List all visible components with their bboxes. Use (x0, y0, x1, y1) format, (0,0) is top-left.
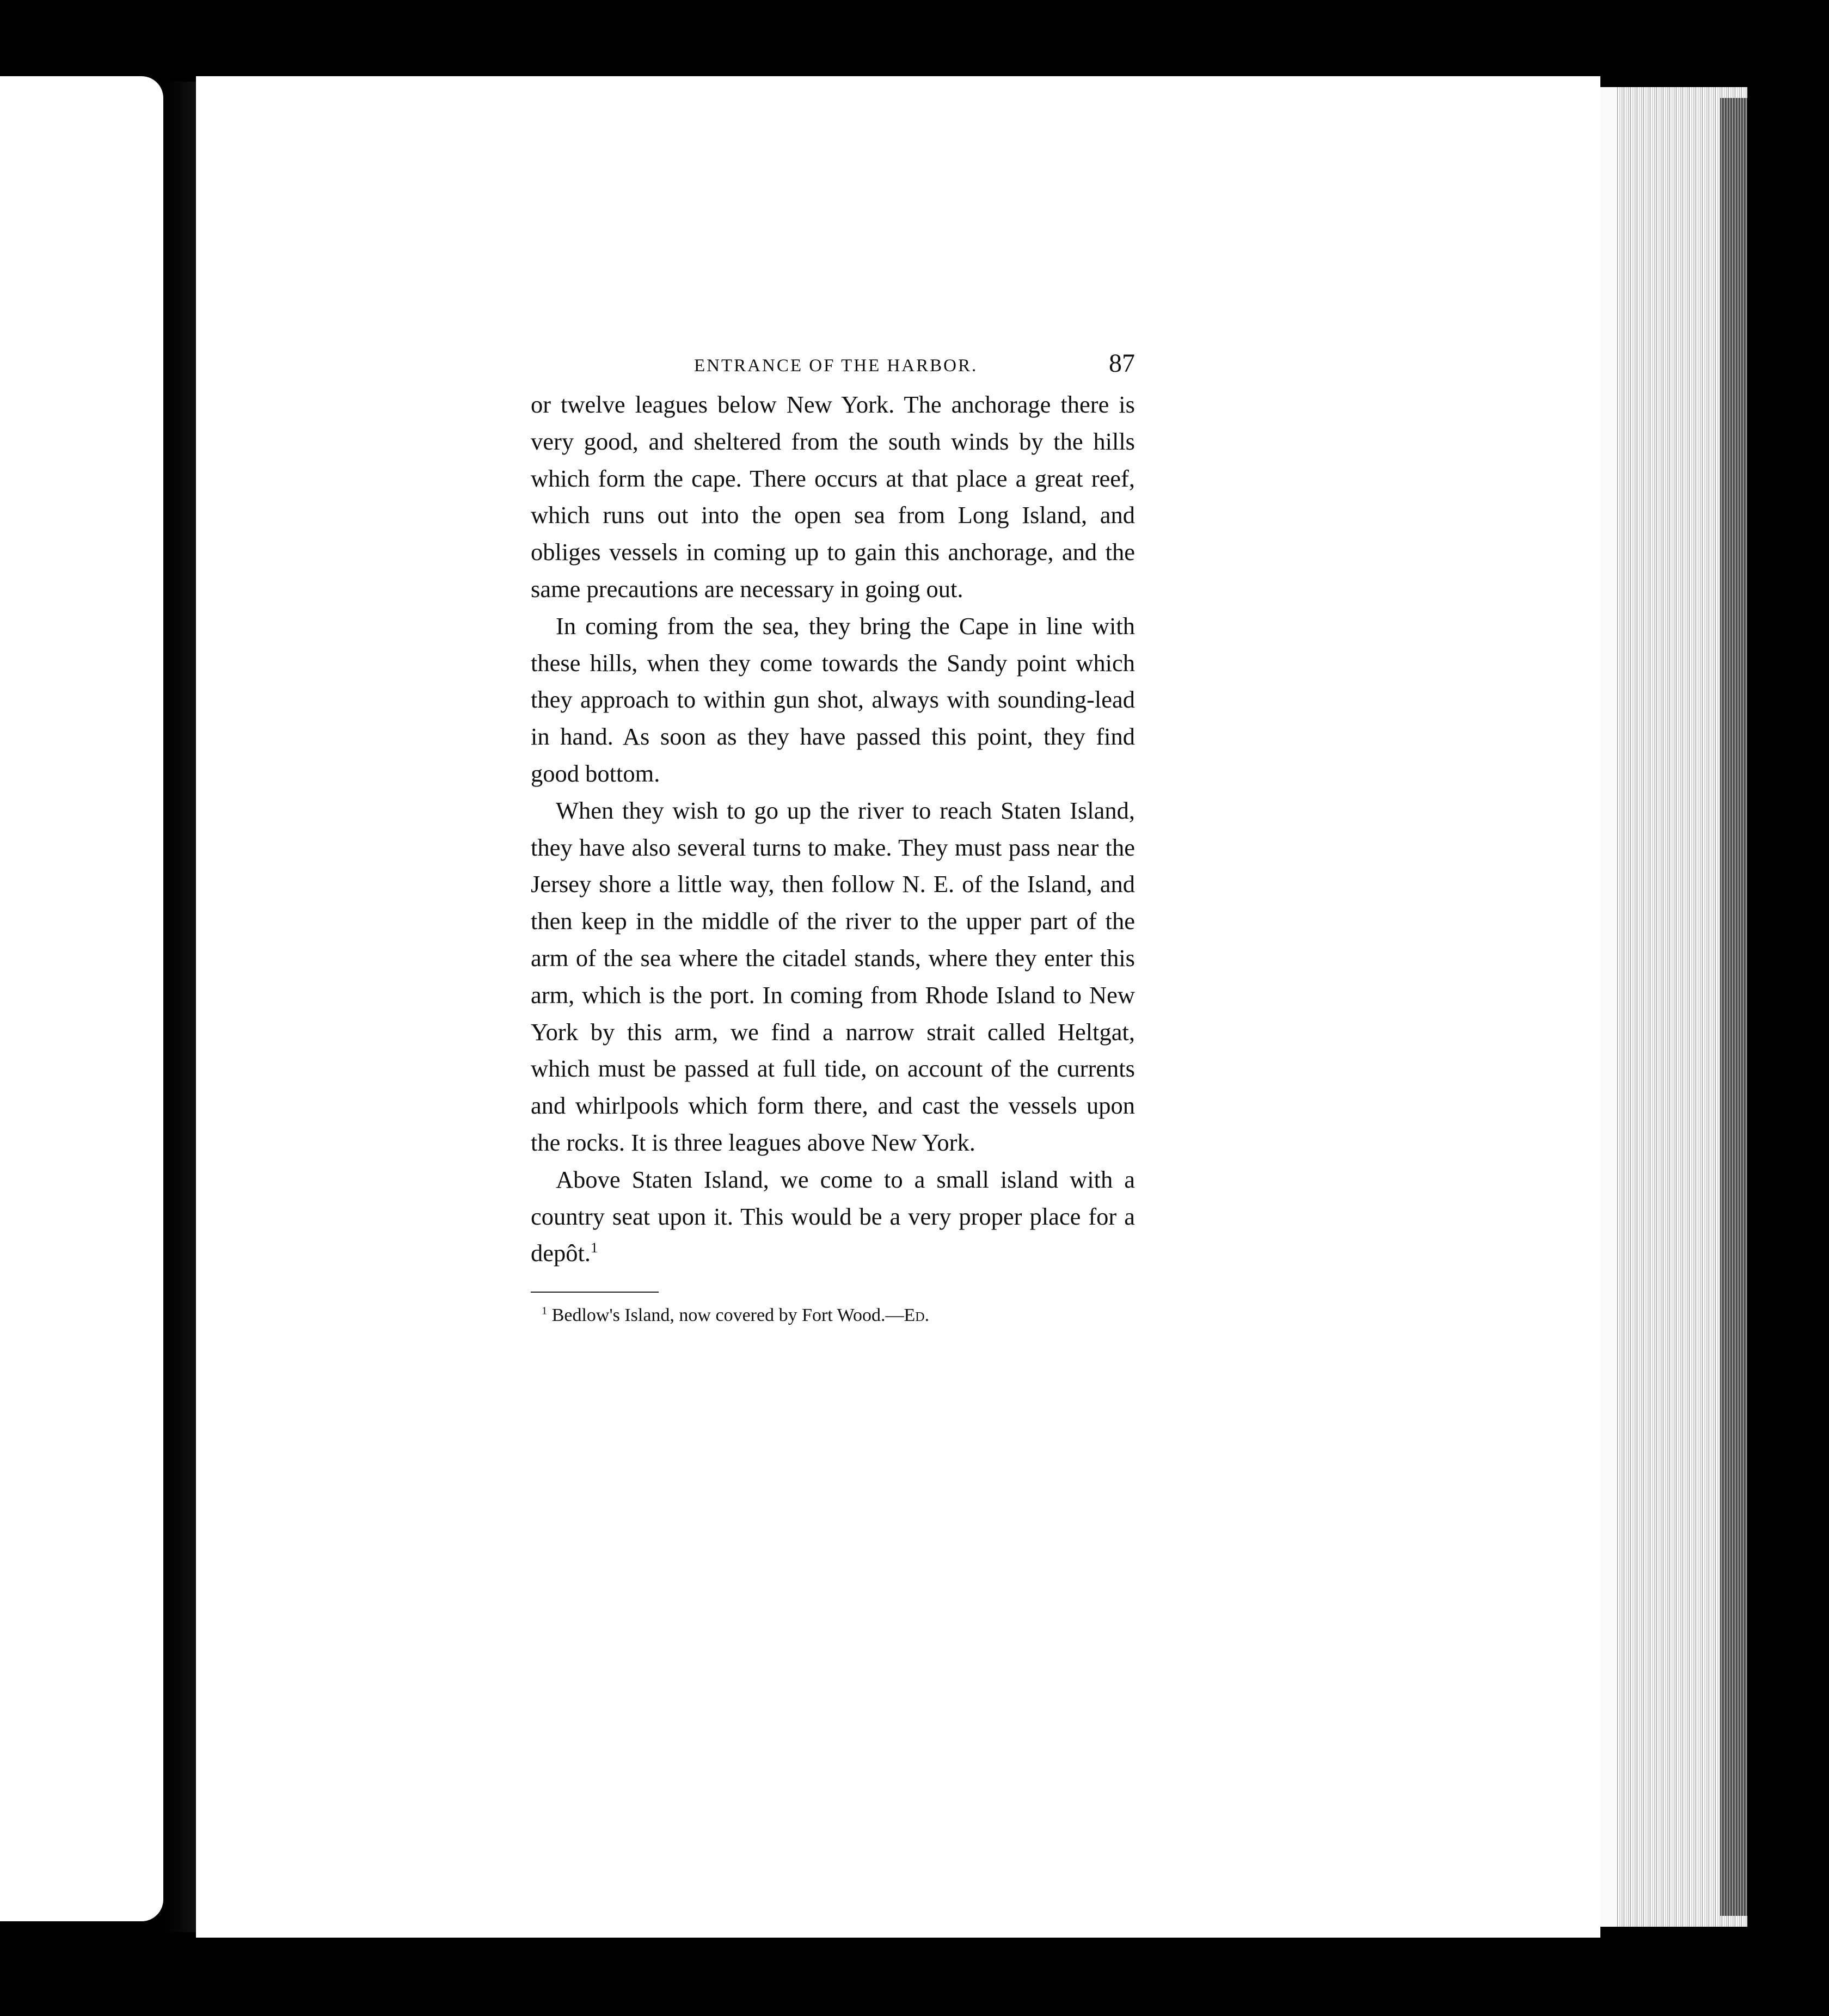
running-head (531, 348, 1135, 386)
page-stack-dark-edge (1720, 98, 1747, 1916)
footnote (531, 1304, 1135, 1327)
footnote-rule (531, 1292, 659, 1293)
gutter-shadow (163, 82, 196, 1932)
footnote-text: Bedlow's Island, now covered by Fort Wood.— (551, 1305, 904, 1326)
running-head-title: ENTRANCE OF THE HARBOR. (694, 356, 978, 376)
page-text-block (531, 348, 1135, 1327)
paragraph-continued: or twelve leagues below New York. The anchorage there is very good, and sheltered from the south winds by the hills which form the cape. There occurs at that place a great reef, which runs out into the open sea from Long Island, and obliges vessels in coming up to gain this anchorage, and the same precautions are necessary in going out. (531, 391, 1135, 603)
footnote-marker: 1 (542, 1305, 548, 1317)
footnote-editor-mark: Ed. (904, 1305, 930, 1326)
paragraph-with-footnote (531, 1161, 1135, 1272)
paragraph-text: Above Staten Island, we come to a small island with a country seat upon it. This would be a very proper place for a depôt. (531, 1165, 1135, 1267)
previous-page-edge (0, 76, 163, 1921)
footnote-reference: 1 (591, 1239, 598, 1256)
page-stack-highlight (1600, 87, 1617, 1927)
paragraph: When they wish to go up the river to reach Staten Island, they have also several turns to make. They must pass near the Jersey shore a little way, then follow N. E. of the Island, and then keep in the middle of the river to the upper part of the arm of the sea where the citadel stands, where they enter this arm, which is the port. In coming from Rhode Island to New York by this arm, we find a narrow strait called Heltgat, which must be passed at full tide, on account of the currents and whirlpools which form there, and cast the vessels upon the rocks. It is three leagues above New York. (531, 796, 1135, 1156)
body-text (531, 386, 1135, 1272)
paragraph: In coming from the sea, they bring the Cape in line with these hills, when they come towards the Sandy point which they approach to within gun shot, always with sounding-lead in hand. As soon as they have passed this point, they find good bottom. (531, 612, 1135, 787)
page-number: 87 (1109, 349, 1135, 378)
